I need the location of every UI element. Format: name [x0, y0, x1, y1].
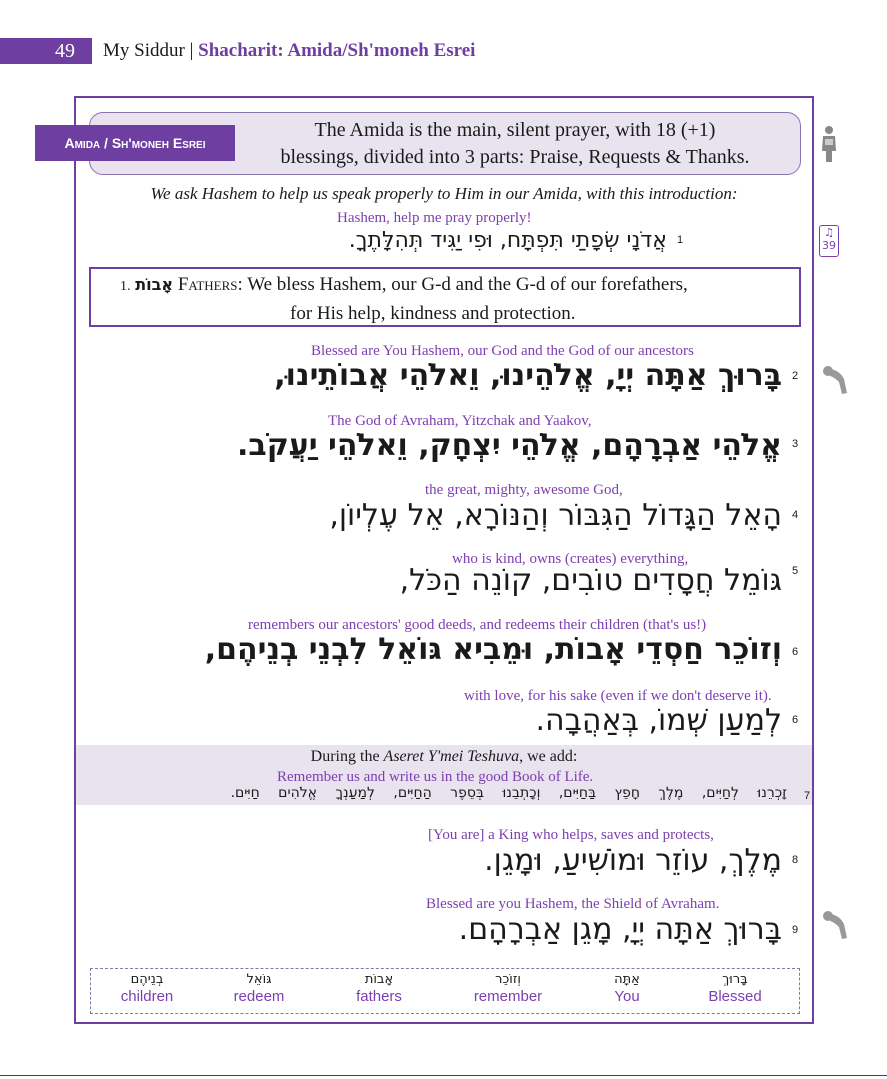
opening-note: We ask Hashem to help us speak properly to Him in our Amida, with this introduction: [150, 184, 738, 203]
vocab-item [680, 972, 790, 1006]
bottom-rule [0, 1075, 887, 1076]
seasonal-note-suffix: , we add: [519, 748, 578, 765]
book-title: My Siddur [103, 40, 185, 61]
line-6b-hebrew: לְמַעַן שְׁמוֹ, בְּאַהֲבָה. [535, 703, 782, 738]
music-track-number: 39 [822, 239, 836, 252]
vocab-item [572, 972, 682, 1006]
music-note-icon[interactable] [819, 225, 839, 257]
bow-icon [822, 910, 850, 940]
line-3-hebrew: אֱלֹהֵי אַבְרָהָם, אֱלֹהֵי יִצְחָק, וֵאלֹהֵי יַעֲקֹב. [237, 428, 782, 463]
line-4-number: 4 [792, 509, 799, 521]
line-5-number: 5 [792, 565, 799, 577]
person-standing-icon [818, 125, 840, 163]
page-number: 49 [55, 40, 75, 62]
line-9-translation: Blessed are you Hashem, the Shield of Avraham. [426, 896, 720, 912]
line-3-translation: The God of Avraham, Yitzchak and Yaakov, [328, 413, 592, 429]
line-2-number: 2 [792, 370, 799, 382]
vocab-item [92, 972, 202, 1006]
vocab-english: Blessed [708, 988, 762, 1005]
line-1-translation: Hashem, help me pray properly! [337, 210, 532, 226]
line-9-number: 9 [792, 924, 799, 936]
line-8-translation: [You are] a King who helps, saves and protects, [428, 827, 714, 843]
line-2-translation: Blessed are You Hashem, our God and the God of our ancestors [311, 343, 694, 359]
vocab-english: You [614, 988, 640, 1005]
vocab-hebrew: בָּרוּךְ [722, 972, 748, 987]
line-1-hebrew: אֲדֹנָי שְׂפָתַי תִּפְתָּח, וּפִי יַגִּיד תְּהִלָּתֶךָ. [348, 228, 667, 253]
vocab-english: fathers [356, 988, 402, 1005]
vocab-hebrew: גּוֹאֵל [246, 972, 272, 987]
section-title: Shacharit: Amida/Sh'moneh Esrei [198, 40, 476, 61]
seasonal-insert-translation: Remember us and write us in the good Book of Life. [277, 769, 594, 785]
section-tab: Amida / Sh'moneh Esrei [35, 125, 235, 161]
line-6-hebrew: וְזוֹכֵר חַסְדֵי אָבוֹת, וּמֵבִיא גּוֹאֵל לִבְנֵי בְנֵיהֶם, [204, 632, 782, 667]
seasonal-note-italic: Aseret Y'mei Teshuva [383, 748, 520, 765]
vocab-item [453, 972, 563, 1006]
blessing-heading [120, 271, 790, 327]
line-5-hebrew: גּוֹמֵל חֲסָדִים טוֹבִים, קוֹנֵה הַכֹּל, [399, 563, 782, 598]
vocab-english: redeem [233, 988, 285, 1005]
blessing-hebrew-name: אָבוֹת [135, 275, 174, 294]
vocab-hebrew: אָבוֹת [364, 972, 394, 987]
seasonal-note-prefix: During the [310, 748, 384, 765]
line-6-translation: remembers our ancestors' good deeds, and redeems their children (that's us!) [248, 617, 707, 633]
vocab-english: children [120, 988, 174, 1005]
intro-line-1: The Amida is the main, silent prayer, with 18 (+1) [314, 119, 716, 141]
line-6-number: 6 [792, 646, 799, 658]
seasonal-insert-hebrew: זָכְרֵנוּ לְחַיִּים, מֶלֶךְ חָפֵץ בַּחַיִּים, וְכָתְבֵנוּ בְּסֵפֶר הַחַיִּים, לְמַעַנְךָ אֱלֹהִים חַיִּים. [230, 785, 787, 801]
header-separator: | [189, 40, 194, 61]
intro-line-2: blessings, divided into 3 parts: Praise, Requests & Thanks. [280, 146, 750, 168]
running-header [103, 40, 475, 62]
blessing-english-name: Fathers [177, 274, 238, 295]
line-8-number: 8 [792, 854, 799, 866]
line-6b-translation: with love, for his sake (even if we don't deserve it). [464, 688, 772, 704]
blessing-description-1: : We bless Hashem, our G-d and the G-d of our forefathers, [237, 274, 688, 295]
vocab-hebrew: וְזוֹכֵר [495, 972, 521, 987]
line-3-number: 3 [792, 438, 799, 450]
music-note-symbol: ♫ [824, 226, 834, 239]
vocab-hebrew: בְנֵיהֶם [130, 972, 164, 987]
line-5-translation: who is kind, owns (creates) everything, [452, 551, 689, 567]
line-4-translation: the great, mighty, awesome God, [425, 482, 623, 498]
intro-text [240, 117, 790, 171]
line-9-hebrew: בָּרוּךְ אַתָּה יְיָ, מָגֵן אַבְרָהָם. [458, 912, 782, 947]
page-number-bar [0, 38, 92, 64]
seasonal-insert-number: 7 [804, 790, 811, 802]
line-6b-number: 6 [792, 714, 799, 726]
line-1-number: 1 [677, 234, 684, 246]
seasonal-insert-note [76, 748, 812, 766]
vocab-hebrew: אַתָּה [614, 972, 640, 987]
vocab-english: remember [473, 988, 543, 1005]
blessing-description-2: for His help, kindness and protection. [290, 303, 576, 324]
blessing-number: 1. [120, 279, 131, 294]
line-4-hebrew: הָאֵל הַגָּדוֹל הַגִּבּוֹר וְהַנּוֹרָא, אֵל עֶלְיוֹן, [329, 498, 782, 533]
line-8-hebrew: מֶלֶךְ, עוֹזֵר וּמוֹשִׁיעַ, וּמָגֵן. [484, 843, 782, 878]
bow-icon [822, 365, 850, 395]
vocab-item [324, 972, 434, 1006]
vocab-item [204, 972, 314, 1006]
line-2-hebrew: בָּרוּךְ אַתָּה יְיָ, אֱלֹהֵינוּ, וֵאלֹהֵי אֲבוֹתֵינוּ, [274, 358, 782, 393]
